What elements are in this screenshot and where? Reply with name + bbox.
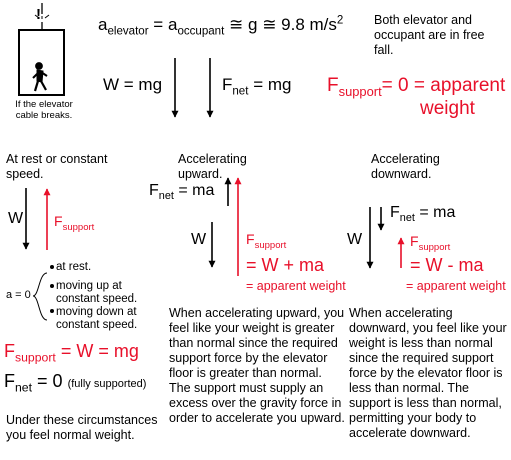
- down-support-label: $F_{support}$: [410, 233, 451, 253]
- rest-support-equation: $F_{support} = W$ = mg: [4, 341, 139, 365]
- up-weight-label: W: [191, 231, 207, 248]
- free-fall-acceleration-equation: $a_{elevator} = a_{occupant}$ ≅ g ≅ 9.8 $m/s^2$: [98, 14, 344, 38]
- down-explanation: When accelerating downward, you feel like your weight is less than normal since the required support force by the elevator floor is less than normal. The support is less than normal, permitting your body to accelerate downward.: [349, 306, 507, 440]
- rest-weight-label: W: [8, 210, 24, 227]
- rest-summary: Under these circumstances you feel normal weight.: [6, 413, 158, 442]
- down-support-equation: = W - ma: [410, 255, 484, 275]
- up-explanation: When accelerating upward, you feel like your weight is greater than normal since the required support force by the elevator floor is greater than normal. The support must supply an excess over the gravity force in order to accelerate you upward.: [169, 306, 345, 425]
- free-fall-fnet-label: $F_{net}$ = mg: [222, 75, 292, 98]
- exclamation-mark: !: [36, 6, 41, 23]
- condition-moving-up: moving up at constant speed.: [56, 280, 138, 305]
- apparent-weight-word: weight: [420, 98, 475, 119]
- free-fall-weight-label: W = mg: [103, 75, 163, 94]
- up-apparent-weight: = apparent weight: [246, 279, 346, 293]
- up-support-equation: = W + ma: [246, 255, 325, 275]
- down-weight-label: W: [347, 231, 363, 248]
- down-title: Accelerating downward.: [371, 152, 440, 181]
- fully-supported-note: (fully supported): [67, 378, 147, 390]
- rest-fnet-equation: $F_{net} = 0$ (fully supported): [4, 371, 147, 395]
- bullet-dot: [50, 265, 54, 269]
- up-support-label: $F_{support}$: [246, 231, 287, 251]
- falling-elevator-icon: [19, 3, 64, 95]
- free-fall-support-label: $F_{support}= 0$ = apparent: [327, 75, 506, 99]
- rest-support-label: $F_{support}$: [54, 213, 95, 233]
- rest-title: At rest or constant speed.: [6, 152, 108, 181]
- bullet-dot: [50, 309, 54, 313]
- down-fnet-label: $F_{net}$ = ma: [390, 204, 456, 225]
- up-title: Accelerating upward.: [178, 152, 247, 181]
- up-fnet-label: $F_{net}$ = ma: [149, 182, 215, 203]
- free-fall-note: Both elevator and occupant are in free fall.: [374, 13, 485, 57]
- condition-at-rest: at rest.: [56, 261, 92, 273]
- down-apparent-weight: = apparent weight: [406, 279, 506, 293]
- zero-acceleration-label: a = 0: [6, 289, 31, 301]
- condition-moving-down: moving down at constant speed.: [56, 306, 138, 331]
- bullet-dot: [50, 284, 54, 288]
- conditions-brace: [33, 273, 47, 320]
- elevator-caption: If the elevator cable breaks.: [15, 99, 73, 121]
- elevator-car: [19, 30, 64, 95]
